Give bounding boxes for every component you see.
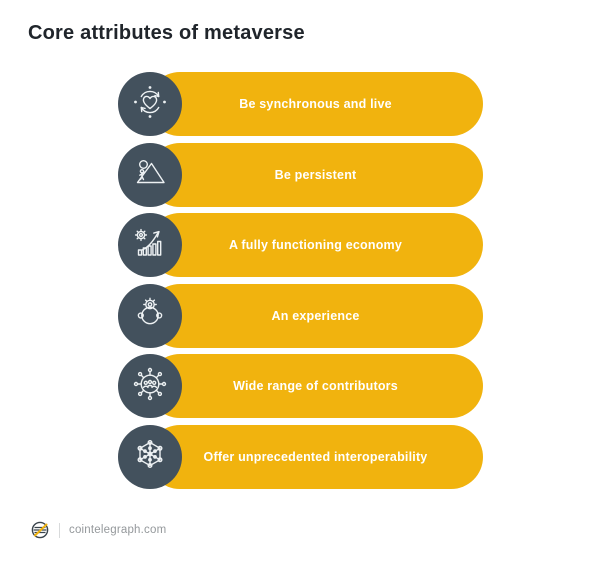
attribute-pill	[148, 354, 483, 418]
attribute-pill	[148, 284, 483, 348]
cointelegraph-logo-icon	[30, 520, 50, 540]
sync-heart-icon	[130, 82, 170, 127]
attribute-row	[118, 354, 483, 418]
icon-circle	[118, 425, 182, 489]
attribute-row	[118, 284, 483, 348]
icon-circle	[118, 354, 182, 418]
icon-circle	[118, 284, 182, 348]
attribute-pill	[148, 72, 483, 136]
attribute-label: A fully functioning economy	[229, 238, 402, 252]
attribute-label: Offer unprecedented interoperability	[203, 449, 428, 464]
icon-circle	[118, 143, 182, 207]
attribute-label: Be persistent	[274, 167, 357, 182]
page-title: Core attributes of metaverse	[28, 22, 305, 44]
attribute-label: An experience	[271, 308, 360, 323]
icon-circle	[118, 213, 182, 277]
contributors-network-icon	[130, 364, 170, 409]
footer	[30, 518, 166, 542]
attribute-pill	[148, 213, 483, 277]
attribute-row	[118, 143, 483, 207]
footer-divider	[59, 523, 60, 538]
attribute-pill	[148, 143, 483, 207]
attribute-label: Wide range of contributors	[233, 379, 398, 393]
attribute-row	[118, 72, 483, 136]
interoperability-network-icon	[130, 434, 170, 479]
icon-circle	[118, 72, 182, 136]
attribute-rows	[118, 72, 483, 495]
attribute-pill	[148, 425, 483, 489]
attribute-row	[118, 213, 483, 277]
head-gear-icon	[130, 293, 170, 338]
attribute-row	[118, 425, 483, 489]
mountain-climber-icon	[130, 152, 170, 197]
economy-growth-icon	[130, 223, 170, 268]
footer-site-label: cointelegraph.com	[69, 524, 167, 536]
attribute-label: Be synchronous and live	[239, 97, 392, 111]
